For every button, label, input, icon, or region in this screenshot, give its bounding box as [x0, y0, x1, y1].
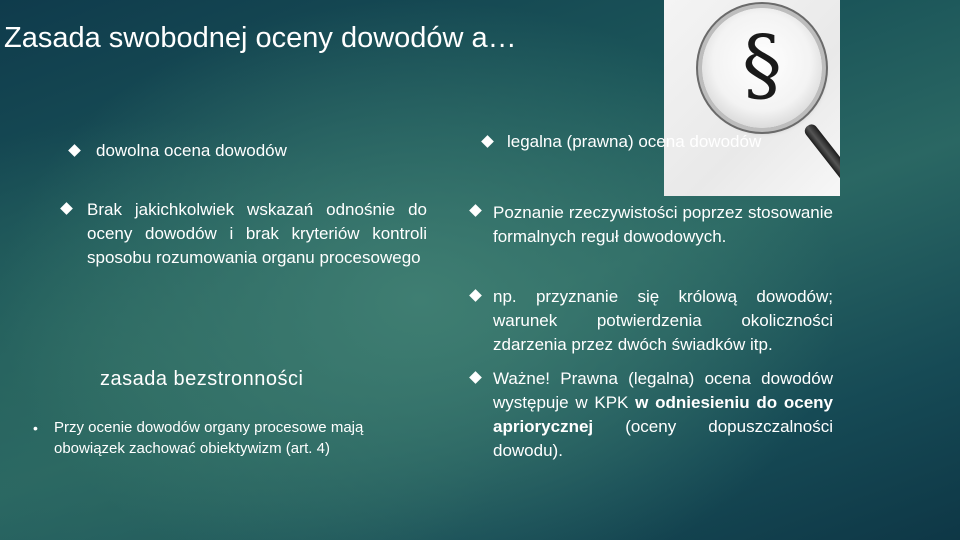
- right-point-3-lead: Ważne! Prawna (legalna) ocena dowodów występuje w KPK: [493, 369, 833, 412]
- paragraph-sign-icon: §: [742, 18, 782, 111]
- right-point-1: Poznanie rzeczywistości poprzez stosowanie formalnych reguł dowodowych.: [493, 203, 833, 246]
- diamond-bullet-icon: [68, 144, 81, 157]
- diamond-bullet-icon: [481, 135, 494, 148]
- right-point-3: [493, 367, 833, 463]
- left-heading: dowolna ocena dowodów: [96, 141, 287, 160]
- left-note: Przy ocenie dowodów organy procesowe mają obowiązek zachować obiektywizm (art. 4): [54, 419, 364, 457]
- magnifying-glass-image: [664, 0, 840, 196]
- right-point-3-tail: (oceny dopuszczalności dowodu).: [493, 417, 833, 460]
- dot-bullet-icon: •: [33, 420, 38, 436]
- diamond-bullet-icon: [469, 289, 482, 302]
- left-point: Brak jakichkolwiek wskazań odnośnie do oceny dowodów i brak kryteriów kontroli sposobu rozumowania organu procesowego: [87, 200, 427, 267]
- diamond-bullet-icon: [469, 204, 482, 217]
- magnifier-handle: [802, 122, 840, 193]
- left-subheading: zasada bezstronności: [100, 368, 304, 390]
- lens-icon: [702, 8, 822, 128]
- right-heading: legalna (prawna) ocena dowodów: [507, 132, 762, 151]
- diamond-bullet-icon: [469, 371, 482, 384]
- diamond-bullet-icon: [60, 202, 73, 215]
- slide-title: Zasada swobodnej oceny dowodów a…: [4, 22, 517, 54]
- right-point-2: np. przyznanie się królową dowodów; warunek potwierdzenia okoliczności zdarzenia przez dwóch świadków itp.: [493, 287, 833, 354]
- right-point-3-emphasis: w odniesieniu do oceny apriorycznej: [493, 393, 833, 436]
